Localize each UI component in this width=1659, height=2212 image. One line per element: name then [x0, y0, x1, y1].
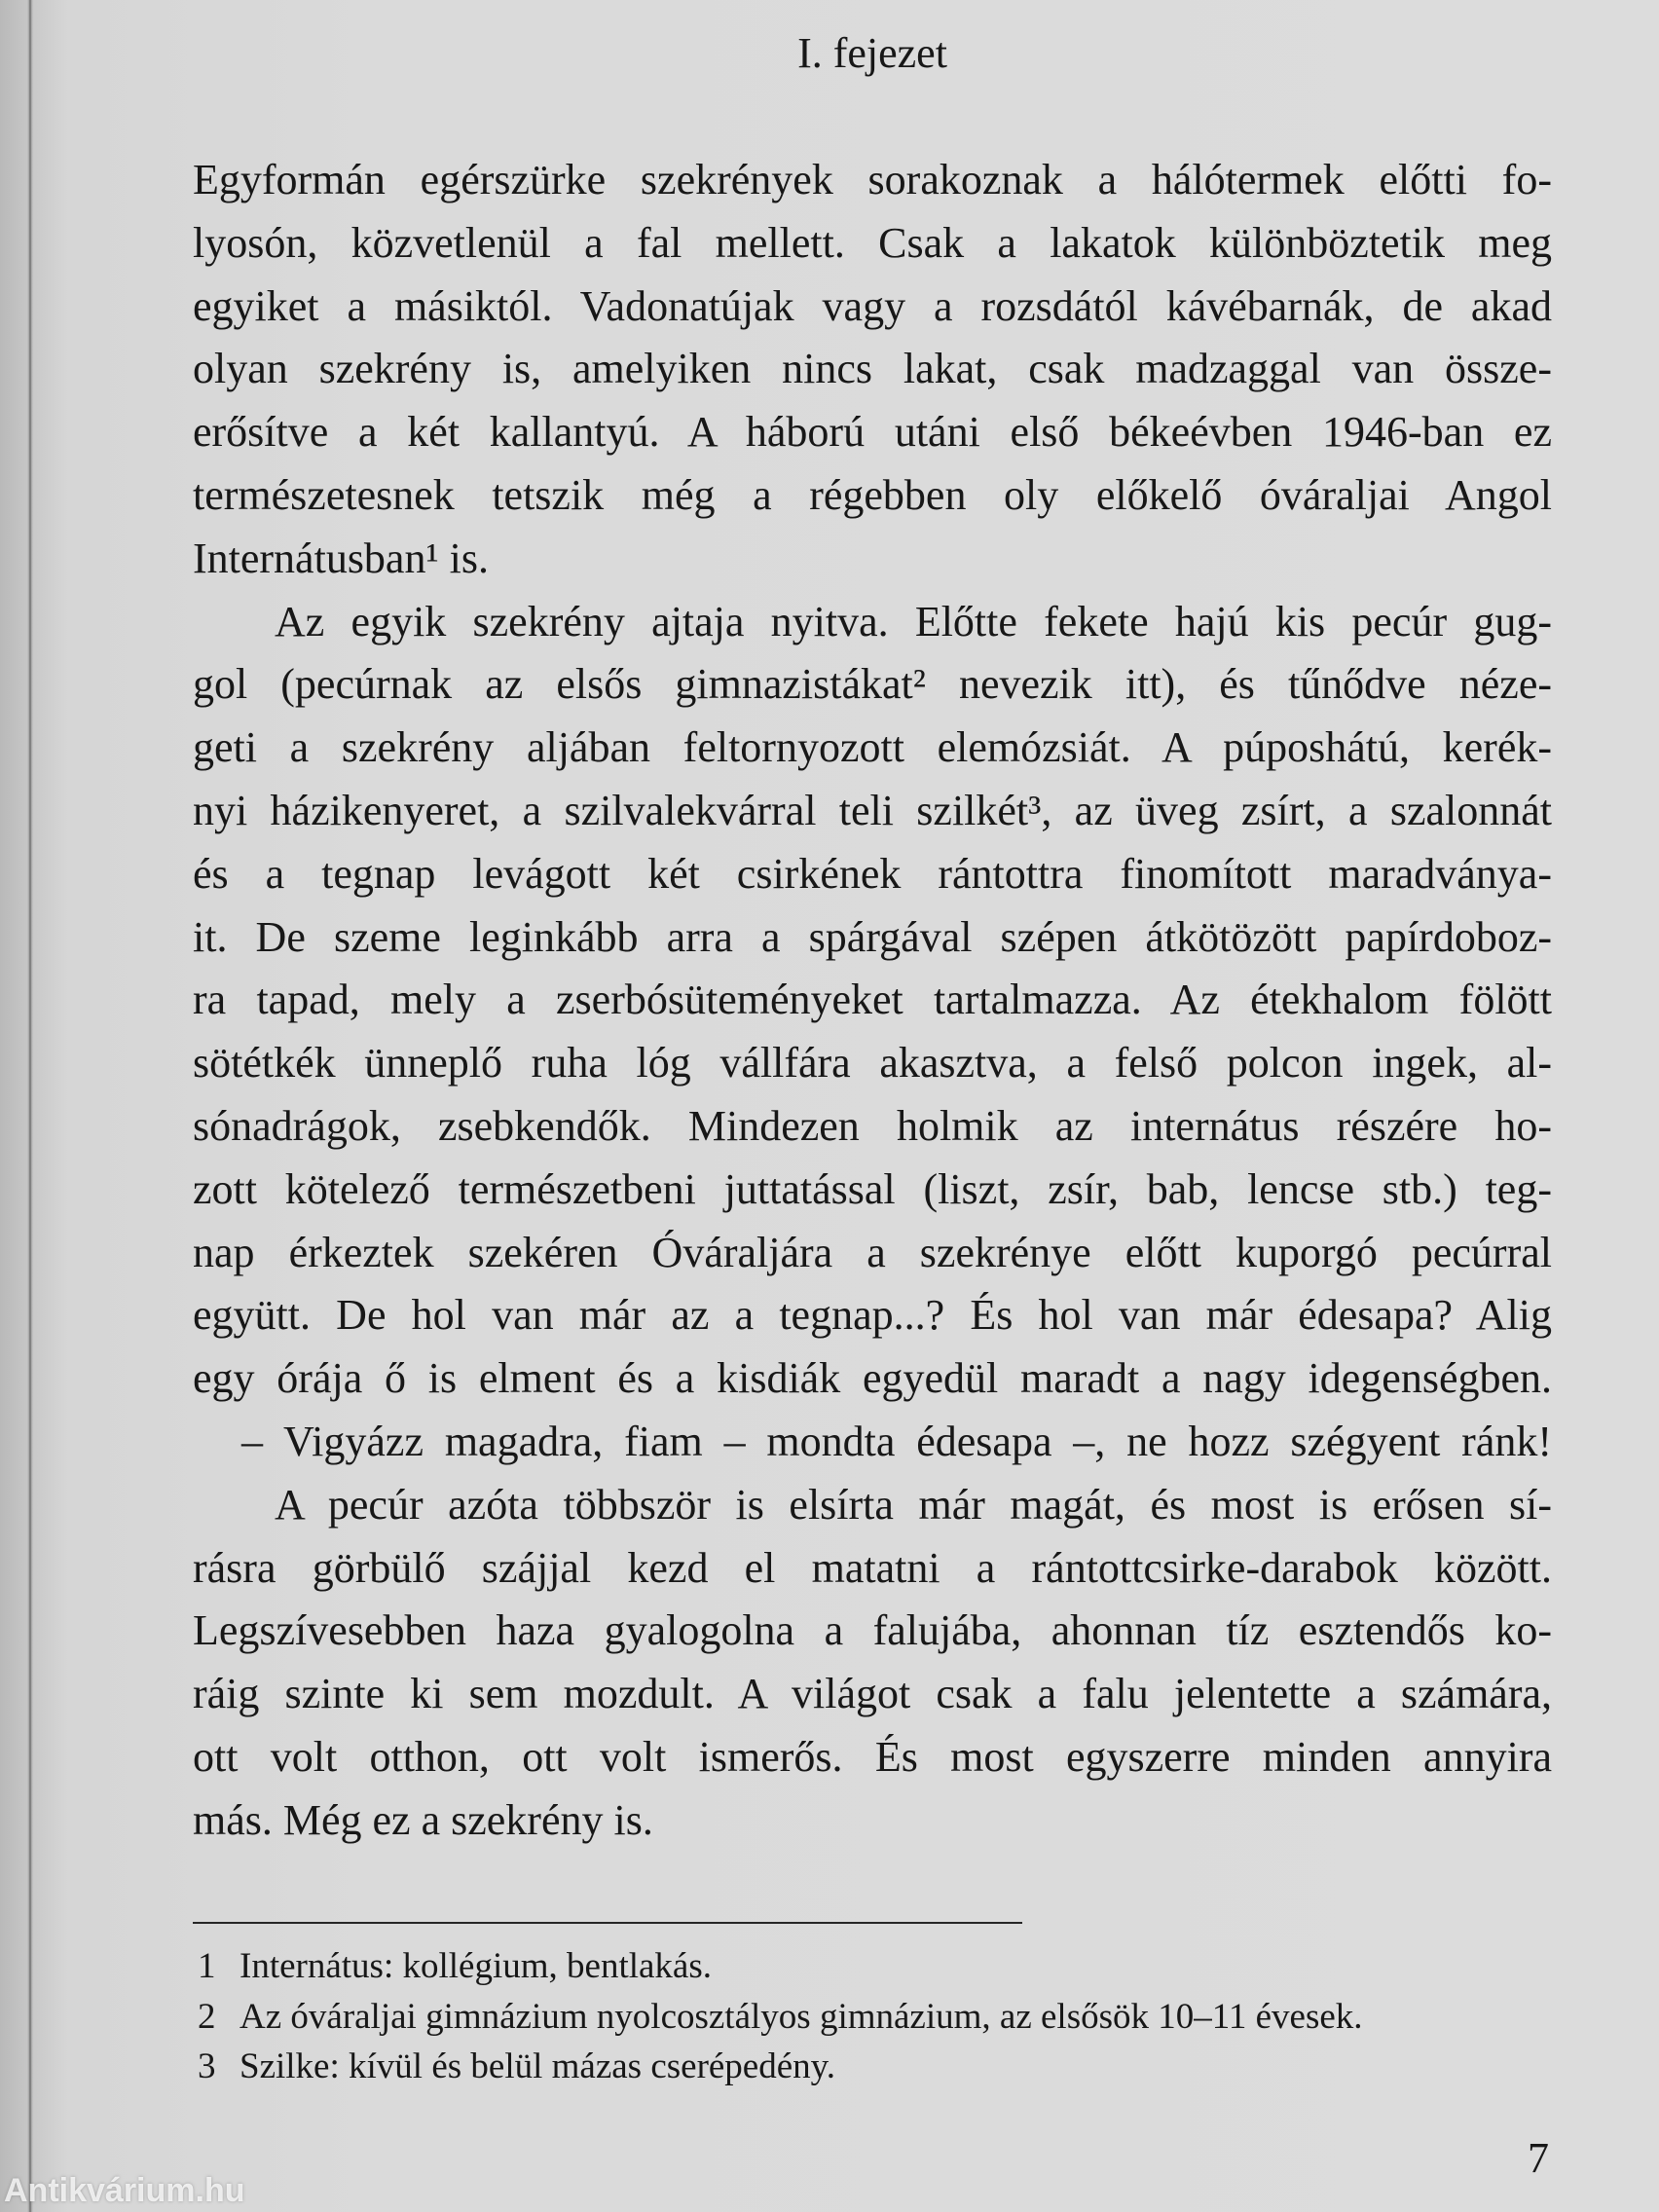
body-text: [193, 149, 1552, 1853]
text-line-content: ra tapad, mely a zserbósüteményeket tartalmazza. Az étekhalom fölött: [193, 976, 1552, 1024]
text-line-content: egy órája ő is elment és a kisdiák egyedül maradt a nagy idegenségben.: [193, 1354, 1552, 1403]
footnote-number: 2: [198, 1996, 216, 2037]
text-line-content: – Vigyázz magadra, fiam – mondta édesapa –, ne hozz szégyent ránk!: [241, 1417, 1552, 1465]
text-line: [193, 780, 1552, 843]
text-line-content: Egyformán egérszürke szekrények sorakoznak a hálótermek előtti fo-: [193, 156, 1552, 203]
text-line: [275, 1474, 1552, 1537]
text-line: [193, 1663, 1552, 1726]
footnote-text: Az óváraljai gimnázium nyolcosztályos gimnázium, az elsősök 10–11 évesek.: [240, 1996, 1363, 2037]
text-line: [193, 843, 1552, 906]
text-line-content: természetesnek tetszik még a régebben oly előkelő óváraljai Angol: [193, 470, 1552, 519]
text-line: [193, 401, 1552, 464]
text-line-content: lyosón, közvetlenül a fal mellett. Csak a lakatok különböztetik meg: [193, 218, 1552, 267]
text-line-content: geti a szekrény aljában feltornyozott elemózsiát. A púposhátú, kerék-: [193, 723, 1552, 772]
text-line-content: sónadrágok, zsebkendők. Mindezen holmik az internátus részére ho-: [193, 1101, 1552, 1150]
text-line-content: rásra görbülő szájjal kezd el matatni a rántottcsirke-darabok között.: [193, 1543, 1552, 1592]
page-gutter-edge: [29, 0, 31, 2212]
footnotes: [193, 1941, 1552, 2092]
text-line: [193, 149, 1552, 212]
footnote-rule: [193, 1922, 1022, 1924]
footnote: [193, 1941, 1552, 1992]
text-line: [193, 212, 1552, 276]
footnote-text: Szilke: kívül és belül mázas cserépedény.: [240, 2046, 835, 2086]
text-line: [193, 1095, 1552, 1159]
text-line-content: Internátusban¹ is.: [193, 534, 490, 582]
text-line-content: nap érkeztek szekéren Óváraljára a szekrénye előtt kuporgó pecúrral: [193, 1228, 1552, 1276]
text-line: [193, 1284, 1552, 1347]
footnote-number: 3: [198, 2046, 216, 2086]
text-line-content: és a tegnap levágott két csirkének rántottra finomított maradványa-: [193, 849, 1552, 898]
text-line: [193, 717, 1552, 780]
text-line: [193, 338, 1552, 401]
text-line: [193, 1600, 1552, 1663]
text-line: [193, 1347, 1552, 1411]
text-line: [193, 1032, 1552, 1095]
text-line-content: erősítve a két kallantyú. A háború utáni első békeévben 1946-ban ez: [193, 408, 1552, 457]
text-line-content: zott kötelező természetbeni juttatással (liszt, zsír, bab, lencse stb.) teg-: [193, 1164, 1552, 1213]
footnote-text: Internátus: kollégium, bentlakás.: [240, 1946, 712, 1986]
text-line: [193, 1789, 1552, 1853]
text-line-content: más. Még ez a szekrény is.: [193, 1795, 653, 1844]
footnote: [193, 2042, 1552, 2092]
text-line: [275, 591, 1552, 654]
text-line: [193, 1726, 1552, 1789]
text-line-content: A pecúr azóta többször is elsírta már magát, és most is erősen sí-: [275, 1480, 1552, 1529]
text-line: [193, 969, 1552, 1032]
text-line: [193, 1537, 1552, 1601]
text-line-content: Legszívesebben haza gyalogolna a falujába, ahonnan tíz esztendős ko-: [193, 1606, 1552, 1655]
text-line-content: ott volt otthon, ott volt ismerős. És most egyszerre minden annyira: [193, 1732, 1552, 1781]
paragraph-dialogue: [193, 1411, 1552, 1474]
paragraph: [193, 149, 1552, 591]
text-line: [193, 653, 1552, 717]
text-line: [193, 276, 1552, 339]
paragraph: [193, 591, 1552, 1411]
text-line: [241, 1411, 1552, 1474]
page-number: 7: [1528, 2134, 1549, 2182]
text-line-content: it. De szeme leginkább arra a spárgával szépen átkötözött papírdoboz-: [193, 912, 1552, 961]
paragraph: [193, 1474, 1552, 1853]
text-line-content: sötétkék ünneplő ruha lóg vállfára akasztva, a felső polcon ingek, al-: [193, 1039, 1552, 1088]
text-line: [193, 1222, 1552, 1285]
text-line: [193, 906, 1552, 970]
text-line: [193, 464, 1552, 528]
text-line: [193, 1159, 1552, 1222]
text-line-content: nyi házikenyeret, a szilvalekvárral teli szilkét³, az üveg zsírt, a szalonnát: [193, 786, 1552, 834]
text-line-content: gol (pecúrnak az elsős gimnazistákat² nevezik itt), és tűnődve néze-: [193, 660, 1552, 709]
footnote: [193, 1992, 1552, 2043]
watermark: Antikvárium.hu: [4, 2172, 245, 2209]
text-line-content: olyan szekrény is, amelyiken nincs lakat, csak madzaggal van össze-: [193, 345, 1552, 393]
text-line-content: ráig szinte ki sem mozdult. A világot csak a falu jelentette a számára,: [193, 1670, 1552, 1718]
text-line-content: egyiket a másiktól. Vadonatújak vagy a rozsdától kávébarnák, de akad: [193, 281, 1552, 330]
chapter-heading: I. fejezet: [797, 29, 947, 77]
text-line: [193, 528, 1552, 591]
text-line-content: Az egyik szekrény ajtaja nyitva. Előtte fekete hajú kis pecúr gug-: [275, 597, 1552, 645]
footnote-number: 1: [198, 1946, 216, 1986]
text-line-content: együtt. De hol van már az a tegnap...? És hol van már édesapa? Alig: [193, 1291, 1552, 1340]
